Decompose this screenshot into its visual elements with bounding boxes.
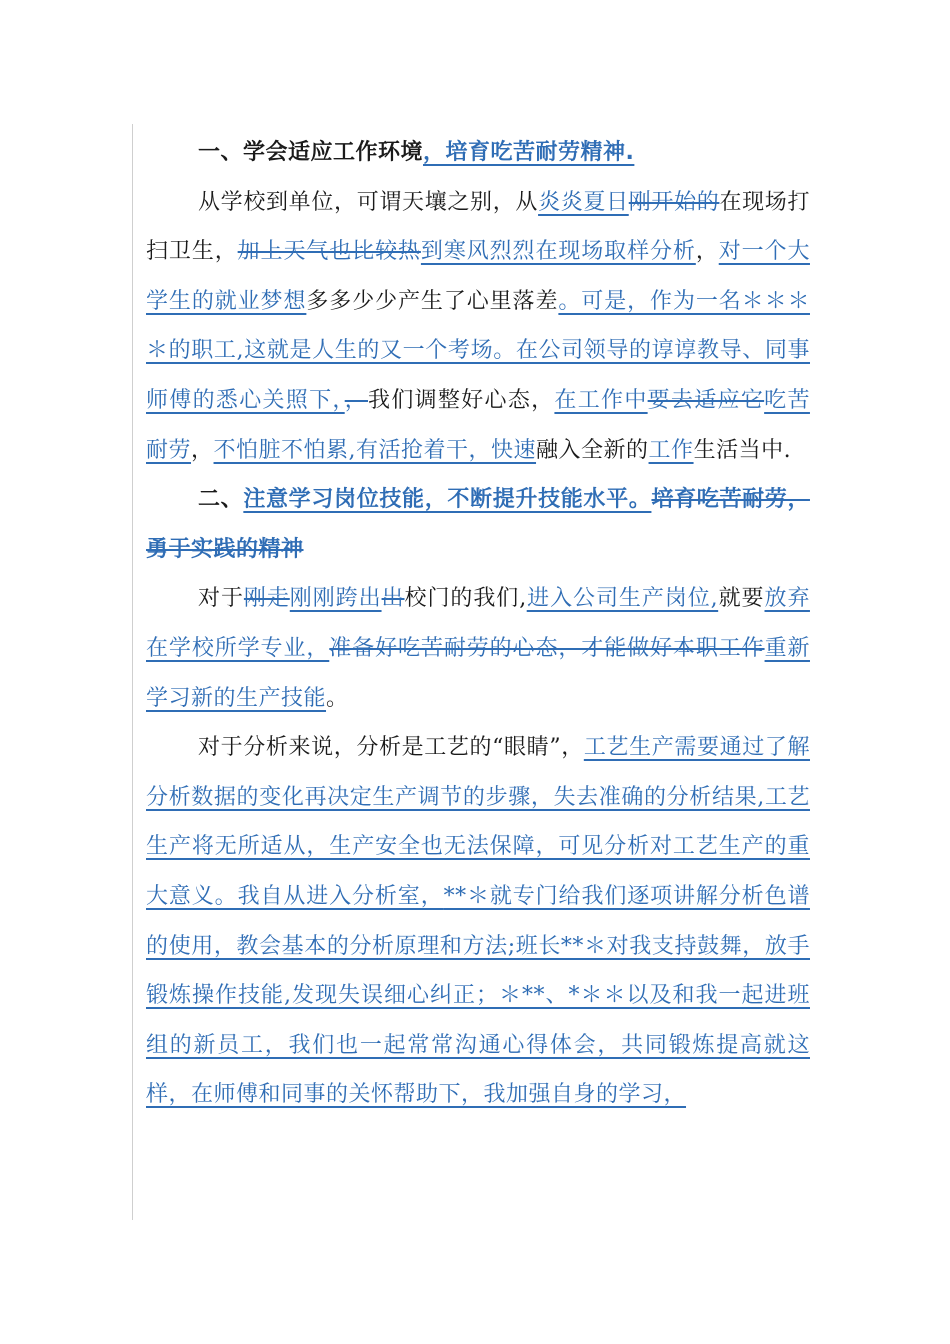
- inserted-text: ，培育吃苦耐劳精神.: [423, 140, 635, 165]
- inserted-text: 不怕脏不怕累,有活抢着干，快速: [213, 437, 537, 463]
- text-run: 二、: [198, 487, 244, 513]
- text-run: 对于分析来说，分析是工艺的“眼睛”，: [198, 735, 584, 761]
- text-run: 就要: [718, 586, 765, 612]
- text-run: ，: [191, 437, 214, 463]
- inserted-text: 。可是，作为一名＊＊＊＊的职工,这就是人生的又一个考场。在公司领导的谆谆教导、同事师傅的悉心关照下，: [146, 288, 810, 413]
- inserted-text: 吃苦耐劳: [146, 387, 810, 463]
- body-paragraph: [146, 178, 810, 476]
- text-run: 多多少少产生了心里落差: [306, 288, 559, 314]
- deleted-text: 培育吃苦耐劳，勇于实践的精神: [146, 487, 810, 562]
- document-page: [146, 128, 810, 1120]
- inserted-text: 对一个大学生的就业梦想: [146, 239, 810, 314]
- inserted-text: 刚刚跨出: [289, 586, 382, 612]
- inserted-text: 放弃在学校所学专业，: [146, 586, 810, 661]
- text-run: 对于: [198, 586, 244, 612]
- text-run: ，: [695, 239, 719, 265]
- inserted-text: 工作: [648, 437, 694, 463]
- inserted-text: 工艺生产需要通过了解分析数据的变化再决定生产调节的步骤，失去准确的分析结果,工艺生产将无所适从，生产安全也无法保障，可见分析对工艺生产的重大意义。我自从进入分析室，: [146, 735, 810, 909]
- inserted-text: 重新学习新的生产技能: [146, 635, 810, 711]
- section-heading: [146, 128, 810, 178]
- section-heading: [146, 475, 810, 574]
- deleted-text: 刚开始的: [628, 189, 720, 215]
- text-run: 。: [326, 685, 349, 711]
- page-margin-line: [132, 124, 133, 1220]
- deleted-text: 要去适应它: [647, 387, 765, 413]
- deleted-text: 加上天气也比较热: [237, 239, 421, 265]
- text-run: 从学校到单位，可谓天壤之别，从: [198, 189, 539, 215]
- inserted-text: 炎炎夏日: [538, 189, 629, 215]
- inserted-text: 到寒风烈烈在现场取样分析: [420, 239, 696, 265]
- deleted-text: ，: [344, 387, 369, 413]
- text-run: 生活当中.: [693, 437, 792, 463]
- deleted-text: 准备好吃苦耐劳的心态，才能做好本职工作: [329, 635, 765, 661]
- deleted-text: 刚走: [243, 586, 290, 612]
- text-run: 一、学会适应工作环境: [198, 140, 424, 165]
- inserted-text: 注意学习岗位技能，不断提升技能水平。: [243, 487, 652, 513]
- text-run: 校门的我们,: [404, 586, 527, 612]
- text-run: 融入全新的: [536, 437, 649, 463]
- body-paragraph: [146, 574, 810, 723]
- body-paragraph: [146, 723, 810, 1120]
- deleted-text: 出: [381, 586, 405, 612]
- text-run: 在现场打扫卫生，: [146, 189, 810, 265]
- text-run: 我们调整好心态，: [368, 387, 555, 413]
- inserted-text: **＊就专门给我们逐项讲解分析色谱的使用，教会基本的分析原理和方法;班长**＊对我支持鼓舞，放手锻炼操作技能,发现失误细心纠正；＊**、*＊＊以及和我一起进班组的新员工，我们也一起常常沟通心得体会，共同锻炼提高就这样，在师傅和同事的关怀帮助下，我加强自身的学习，: [146, 883, 810, 1108]
- inserted-text: 在工作中: [554, 387, 648, 413]
- inserted-text: 进入公司生产岗位,: [526, 586, 719, 612]
